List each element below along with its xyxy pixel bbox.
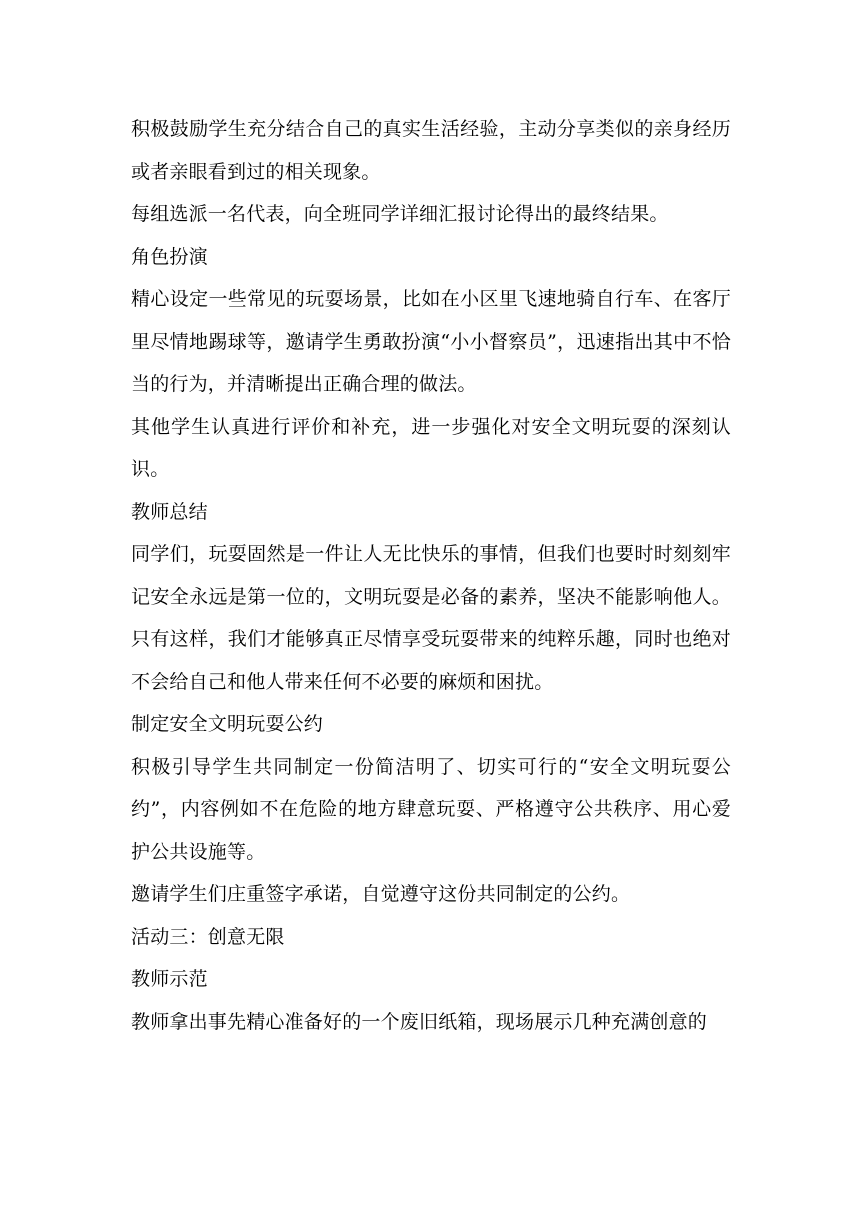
paragraph-peer-evaluation: 其他学生认真进行评价和补充，进一步强化对安全文明玩耍的深刻认识。 <box>131 415 731 480</box>
heading-teacher-demo: 教师示范 <box>131 968 208 990</box>
heading-activity-three: 活动三：创意无限 <box>131 925 285 948</box>
heading-safety-convention: 制定安全文明玩耍公约 <box>131 713 324 735</box>
paragraph-convention-content: 积极引导学生共同制定一份简洁明了、切实可行的“安全文明玩耍公约”，内容例如不在危险的地方肆意玩耍、严格遵守公共秩序、用心爱护公共设施等。 <box>131 755 731 863</box>
paragraph-teacher-demo: 教师拿出事先精心准备好的一个废旧纸箱，现场展示几种充满创意的 <box>131 1010 708 1033</box>
paragraph-signature-commitment: 邀请学生们庄重签字承诺，自觉遵守这份共同制定的公约。 <box>131 883 631 905</box>
heading-teacher-summary: 教师总结 <box>131 500 208 523</box>
document-body <box>131 108 731 1043</box>
paragraph-group-report: 每组选派一名代表，向全班同学详细汇报讨论得出的最终结果。 <box>131 203 669 225</box>
heading-role-play: 角色扮演 <box>131 245 208 268</box>
paragraph-share-experience: 积极鼓励学生充分结合自己的真实生活经验，主动分享类似的亲身经历或者亲眼看到过的相关现象。 <box>131 118 731 183</box>
paragraph-teacher-summary: 同学们，玩耍固然是一件让人无比快乐的事情，但我们也要时时刻刻牢记安全永远是第一位的，文明玩耍是必备的素养，坚决不能影响他人。只有这样，我们才能够真正尽情享受玩耍带来的纯粹乐趣，同时也绝对不会给自己和他人带来任何不必要的麻烦和困扰。 <box>131 543 731 693</box>
paragraph-role-play-scenarios: 精心设定一些常见的玩耍场景，比如在小区里飞速地骑自行车、在客厅里尽情地踢球等，邀请学生勇敢扮演“小小督察员”，迅速指出其中不恰当的行为，并清晰提出正确合理的做法。 <box>131 288 731 395</box>
